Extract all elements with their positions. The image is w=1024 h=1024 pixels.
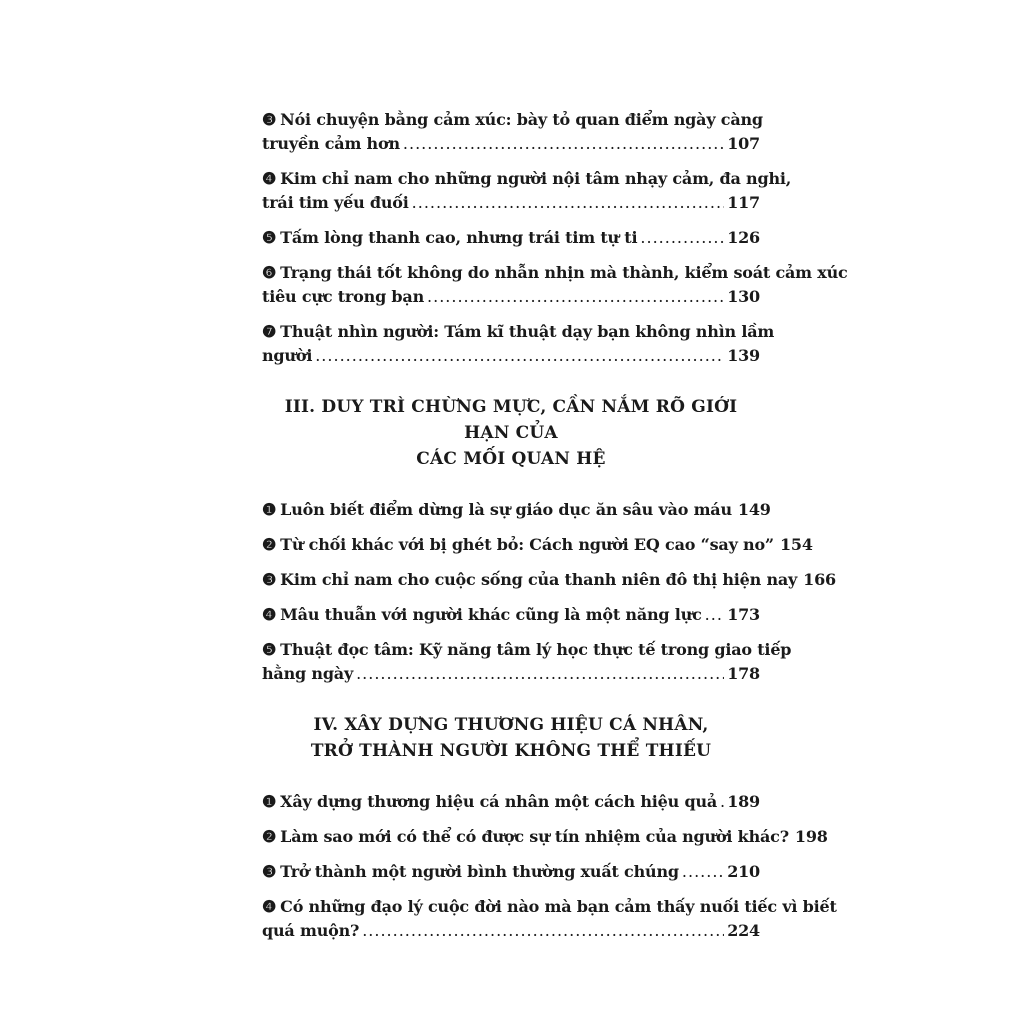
toc-entry[interactable]	[262, 860, 760, 884]
entry-title-text: Có những đạo lý cuộc đời nào mà bạn cảm thấy nuối tiếc vì biết	[280, 897, 837, 916]
section-heading-line: IV. XÂY DỰNG THƯƠNG HIỆU CÁ NHÂN,	[313, 715, 709, 735]
page-number: 178	[727, 664, 760, 683]
entry-title-wrap	[262, 498, 732, 522]
dot-leader	[356, 662, 724, 686]
entry-title-wrap	[262, 568, 797, 592]
page-number: 130	[727, 287, 760, 306]
page-number: 198	[794, 827, 828, 846]
entry-title-text: Trở thành một người bình thường xuất chúng	[280, 862, 679, 881]
entry-number-icon: ❺	[262, 228, 277, 247]
entry-title-text: Tấm lòng thanh cao, nhưng trái tim tự ti	[280, 228, 638, 247]
page-number: 224	[727, 921, 760, 940]
dot-leader	[720, 790, 724, 814]
entry-number-icon: ❻	[262, 263, 277, 282]
dot-leader	[315, 344, 724, 368]
entry-title-text: Xây dựng thương hiệu cá nhân một cách hiệu quả	[280, 792, 718, 811]
toc-entry[interactable]	[262, 568, 836, 592]
entry-title-text: Nói chuyện bằng cảm xúc: bày tỏ quan điểm ngày càng	[280, 110, 763, 129]
section-heading	[262, 394, 760, 472]
entry-title-text: Thuật đọc tâm: Kỹ năng tâm lý học thực tế trong giao tiếp	[280, 640, 792, 659]
entry-title-text: quá muộn?	[262, 921, 360, 940]
entry-number-icon: ❸	[262, 570, 277, 589]
entry-title-text: trái tim yếu đuối	[262, 193, 409, 212]
toc-entry[interactable]	[262, 825, 828, 849]
toc-entry[interactable]	[262, 790, 760, 814]
entry-title-text: tiêu cực trong bạn	[262, 287, 425, 306]
entry-number-icon: ❶	[262, 792, 277, 811]
entry-title-text: Thuật nhìn người: Tám kĩ thuật dạy bạn không nhìn lầm	[280, 322, 775, 341]
toc-entry[interactable]	[262, 226, 760, 250]
toc-entry[interactable]	[262, 320, 775, 368]
dot-leader	[705, 603, 725, 627]
entry-number-icon: ❹	[262, 605, 277, 624]
entry-leader-line	[262, 191, 760, 215]
entry-title-wrap	[262, 860, 679, 884]
entry-number-icon: ❷	[262, 827, 277, 846]
entry-number-icon: ❸	[262, 110, 277, 129]
page-number: 149	[737, 500, 771, 519]
entry-leader-line	[262, 344, 760, 368]
toc-entry[interactable]	[262, 638, 792, 686]
page-number: 139	[727, 346, 760, 365]
dot-leader	[362, 919, 724, 943]
entry-leader-line	[262, 285, 760, 309]
entry-number-icon: ❶	[262, 500, 277, 519]
page-number: 210	[727, 862, 760, 881]
section-heading-line: III. DUY TRÌ CHỪNG MỰC, CẦN NẮM RÕ GIỚI HẠN CỦA	[284, 397, 738, 443]
entry-title-text: truyền cảm hơn	[262, 134, 400, 153]
section-heading-line: CÁC MỐI QUAN HỆ	[416, 449, 606, 469]
entry-title-line	[262, 261, 848, 285]
page-number: 189	[727, 792, 760, 811]
entry-title-text: Kim chỉ nam cho cuộc sống của thanh niên đô thị hiện nay	[280, 570, 798, 589]
entry-title-line	[262, 895, 837, 919]
entry-title-text: Làm sao mới có thể có được sự tín nhiệm của người khác?	[280, 827, 789, 846]
entry-title-wrap	[262, 603, 702, 627]
entry-title-wrap	[262, 226, 637, 250]
toc-entry[interactable]	[262, 261, 848, 309]
entry-leader-line	[262, 226, 760, 250]
entry-title-text: Từ chối khác với bị ghét bỏ: Cách người EQ cao “say no”	[280, 535, 774, 554]
entry-leader-line	[262, 132, 760, 156]
dot-leader	[640, 226, 724, 250]
entry-title-line	[262, 320, 775, 344]
entry-number-icon: ❹	[262, 169, 277, 188]
entry-title-text: người	[262, 346, 313, 365]
section-heading	[262, 712, 760, 764]
dot-leader	[427, 285, 724, 309]
entry-title-wrap	[262, 825, 789, 849]
toc-entry[interactable]	[262, 498, 771, 522]
page-number: 117	[727, 193, 760, 212]
page-number: 154	[779, 535, 813, 554]
entry-title-line	[262, 108, 763, 132]
dot-leader	[682, 860, 724, 884]
page-number: 166	[803, 570, 836, 589]
entry-title-text: Kim chỉ nam cho những người nội tâm nhạy cảm, đa nghi,	[280, 169, 792, 188]
entry-leader-line	[262, 860, 760, 884]
dot-leader	[403, 132, 724, 156]
page-number: 173	[727, 605, 760, 624]
entry-title-text: hằng ngày	[262, 664, 354, 683]
entry-leader-line	[262, 790, 760, 814]
page-number: 107	[727, 134, 760, 153]
entry-title-wrap	[262, 533, 774, 557]
entry-number-icon: ❹	[262, 897, 277, 916]
entry-leader-line	[262, 825, 828, 849]
toc-entry[interactable]	[262, 167, 792, 215]
section-heading-line: TRỞ THÀNH NGƯỜI KHÔNG THỂ THIẾU	[310, 741, 712, 761]
toc-entry[interactable]	[262, 108, 763, 156]
toc-entry[interactable]	[262, 895, 837, 943]
entry-leader-line	[262, 603, 760, 627]
page-number: 126	[727, 228, 760, 247]
entry-leader-line	[262, 662, 760, 686]
entry-title-line	[262, 638, 792, 662]
entry-title-text: Mâu thuẫn với người khác cũng là một năng lực	[280, 605, 702, 624]
entry-leader-line	[262, 533, 813, 557]
entry-title-line	[262, 167, 792, 191]
entry-leader-line	[262, 498, 771, 522]
entry-number-icon: ❸	[262, 862, 277, 881]
entry-leader-line	[262, 919, 760, 943]
entry-title-wrap	[262, 790, 717, 814]
entry-number-icon: ❷	[262, 535, 277, 554]
table-of-contents	[262, 108, 848, 954]
entry-number-icon: ❺	[262, 640, 277, 659]
toc-entry[interactable]	[262, 533, 813, 557]
entry-title-text: Luôn biết điểm dừng là sự giáo dục ăn sâu vào máu	[280, 500, 732, 519]
entry-number-icon: ❼	[262, 322, 277, 341]
toc-entry[interactable]	[262, 603, 760, 627]
entry-title-text: Trạng thái tốt không do nhẫn nhịn mà thành, kiểm soát cảm xúc	[280, 263, 848, 282]
dot-leader	[412, 191, 725, 215]
entry-leader-line	[262, 568, 836, 592]
